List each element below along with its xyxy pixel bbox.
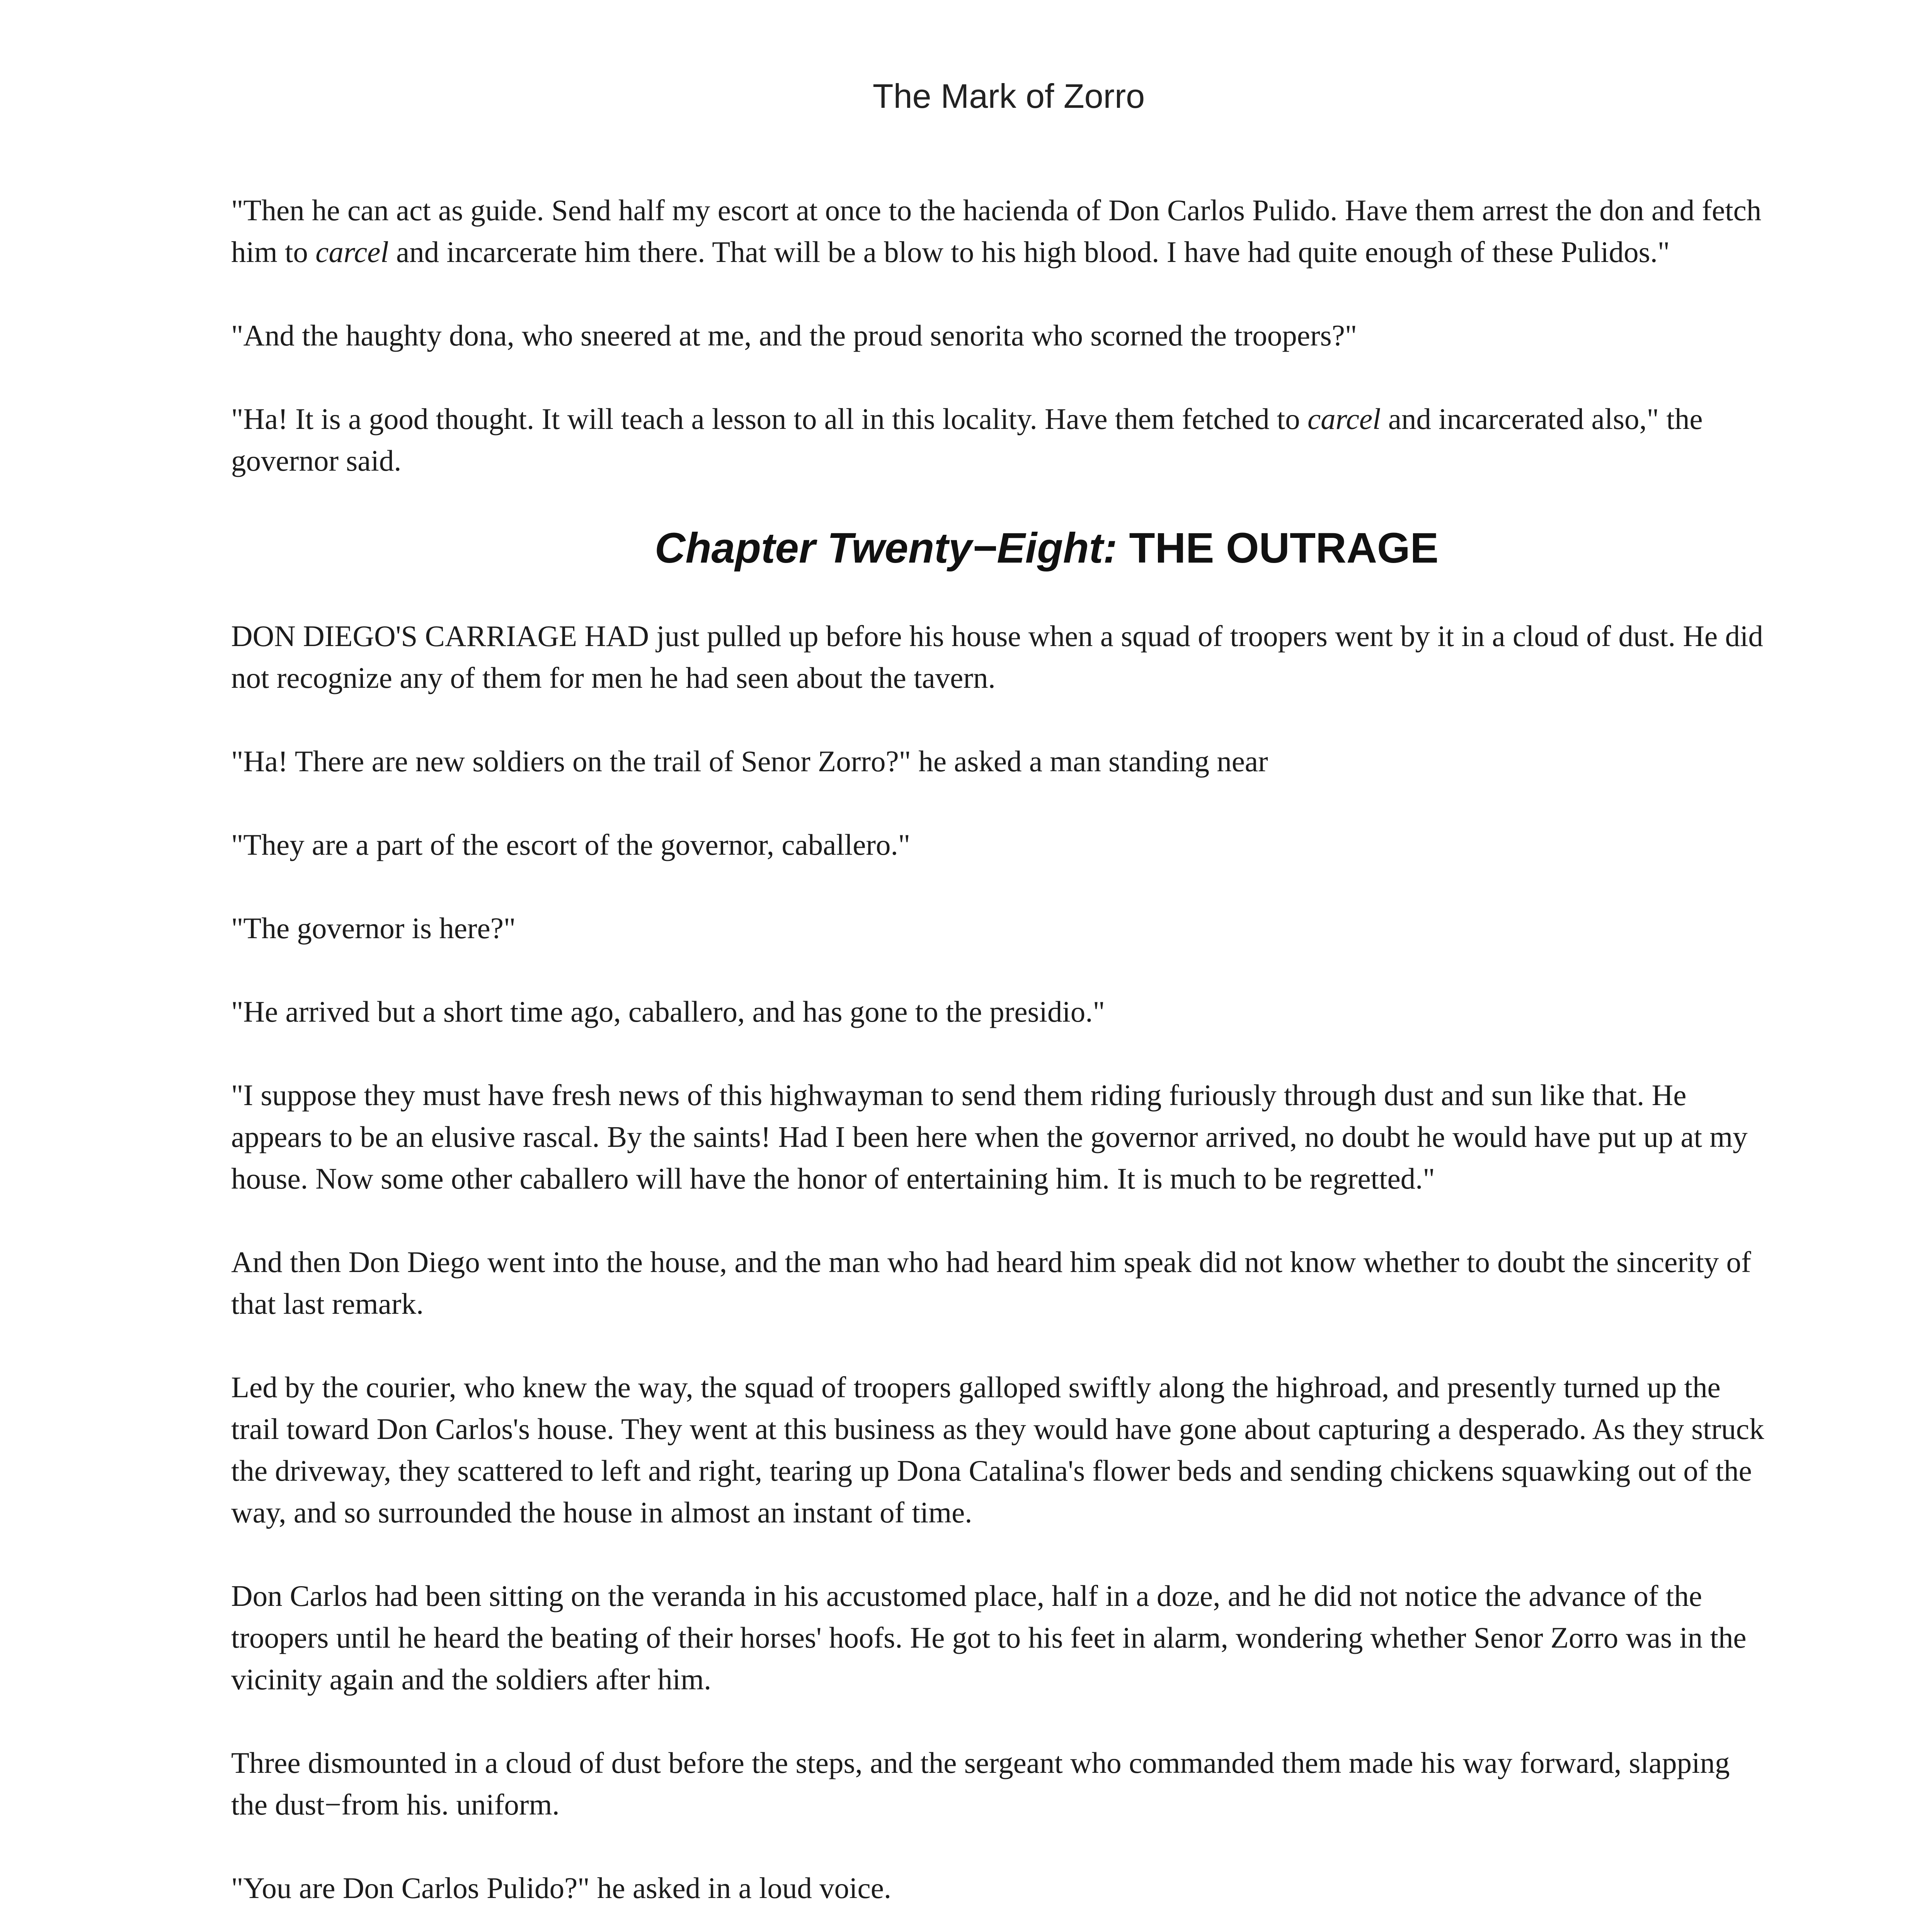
paragraph: "Ha! There are new soldiers on the trail of Senor Zorro?" he asked a man standing near — [231, 745, 1268, 778]
paragraph: "Ha! It is a good thought. It will teach a lesson to all in this locality. Have them fetched to carcel and incarcerated also," the governor said. — [231, 402, 1703, 477]
paragraph: "The governor is here?" — [231, 912, 516, 945]
chapter-heading — [231, 523, 1773, 573]
paragraph: "I suppose they must have fresh news of this highwayman to send them riding furiously through dust and sun like that. He appears to be an elusive rascal. By the saints! Had I been here when the governor arrived, no doubt he would have put up at my house. Now some other caballero will have the honor of entertaining him. It is much to be regretted." — [231, 1078, 1748, 1195]
paragraph: And then Don Diego went into the house, and the man who had heard him speak did not know whether to doubt the sincerity of that last remark. — [231, 1245, 1751, 1320]
chapter-label: Chapter Twenty−Eight: — [655, 524, 1117, 572]
italic-word: carcel — [315, 235, 389, 269]
paragraph: "You are Don Carlos Pulido?" he asked in a loud voice. — [231, 1871, 892, 1905]
paragraph: "He arrived but a short time ago, caballero, and has gone to the presidio." — [231, 995, 1105, 1028]
italic-word: carcel — [1307, 402, 1381, 435]
paragraph: "Then he can act as guide. Send half my escort at once to the hacienda of Don Carlos Pulido. Have them arrest the don and fetch him to carcel and incarcerate him there. That will be a blow to his high blood. I have had quite enough of these Pulidos." — [231, 194, 1762, 269]
chapter-title: THE OUTRAGE — [1129, 524, 1439, 572]
paragraph: "And the haughty dona, who sneered at me, and the proud senorita who scorned the troopers?" — [231, 319, 1357, 352]
paragraph: DON DIEGO'S CARRIAGE HAD just pulled up before his house when a squad of troopers went by it in a cloud of dust. He did not recognize any of them for men he had seen about the tavern. — [231, 619, 1763, 694]
paragraph: "They are a part of the escort of the governor, caballero." — [231, 828, 911, 861]
running-head-title: The Mark of Zorro — [872, 77, 1145, 115]
paragraph: Led by the courier, who knew the way, the squad of troopers galloped swiftly along the highroad, and presently turned up the trail toward Don Carlos's house. They went at this business as they would have gone about capturing a desperado. As they struck the driveway, they scattered to left and right, tearing up Dona Catalina's flower beds and sending chickens squawking out of the way, and so surrounded the house in almost an instant of time. — [231, 1371, 1764, 1529]
paragraph: Three dismounted in a cloud of dust before the steps, and the sergeant who commanded them made his way forward, slapping the dust−from his. uniform. — [231, 1746, 1730, 1821]
body-text — [231, 189, 1773, 1932]
paragraph: Don Carlos had been sitting on the veranda in his accustomed place, half in a doze, and he did not notice the advance of the troopers until he heard the beating of their horses' hoofs. He got to his feet in alarm, wondering whether Senor Zorro was in the vicinity again and the soldiers after him. — [231, 1579, 1747, 1696]
